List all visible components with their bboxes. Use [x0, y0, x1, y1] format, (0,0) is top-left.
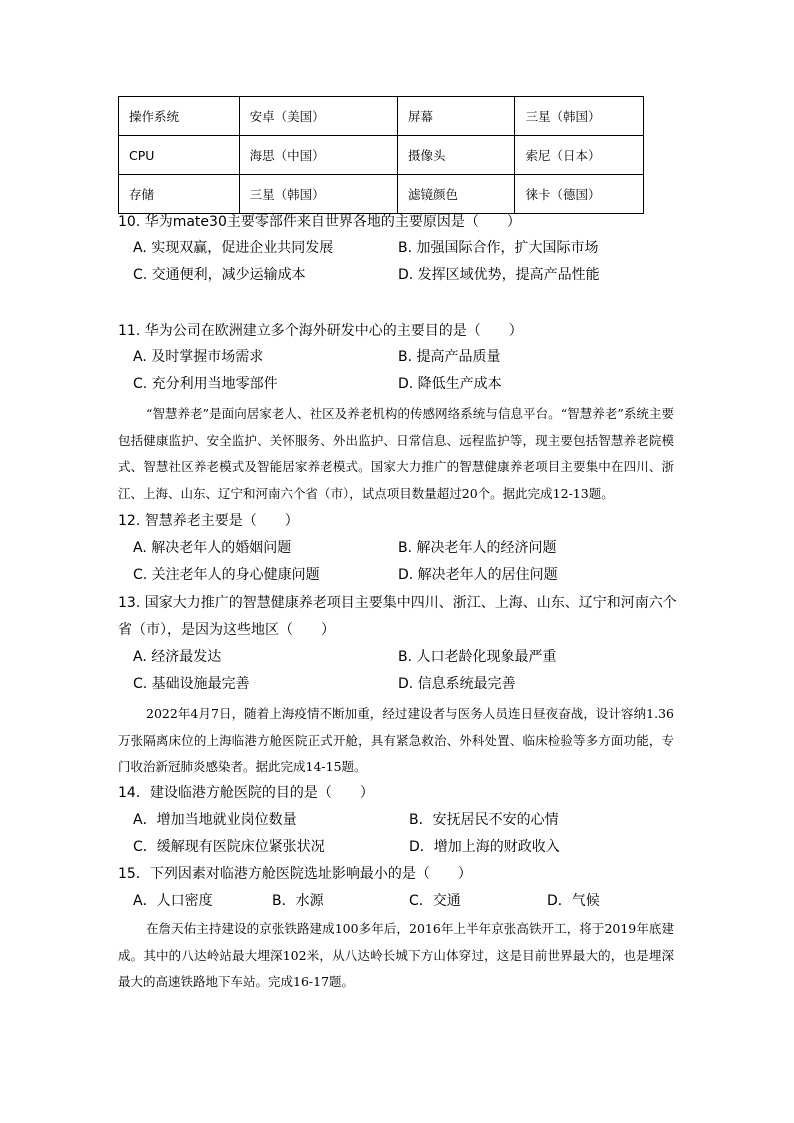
question-13-option-b[interactable]: B. 人口老龄化现象最严重	[398, 649, 557, 665]
table-cell: 三星（韩国）	[239, 175, 397, 214]
question-11-option-d[interactable]: D. 降低生产成本	[398, 376, 502, 392]
question-13-option-c[interactable]: C. 基础设施最完善	[133, 676, 250, 692]
passage-smart-elderly-care	[118, 401, 674, 507]
table-row	[119, 175, 644, 214]
table-cell: 操作系统	[119, 97, 240, 136]
question-11-option-c[interactable]: C. 充分利用当地零部件	[133, 376, 278, 392]
question-13-option-d[interactable]: D. 信息系统最完善	[398, 676, 516, 692]
question-14-option-d[interactable]: D．增加上海的财政收入	[409, 839, 560, 855]
table-cell: 摄像头	[397, 136, 515, 175]
question-11-stem: 11. 华为公司在欧洲建立多个海外研发中心的主要目的是（ ）	[118, 323, 523, 339]
table-cell: 存储	[119, 175, 240, 214]
table-cell: 徕卡（德国）	[515, 175, 644, 214]
question-15-stem: 15．下列因素对临港方舱医院选址影响最小的是（ ）	[118, 866, 472, 882]
table-cell: 海思（中国）	[239, 136, 397, 175]
passage-text: 在詹天佑主持建设的京张铁路建成100多年后，2016年上半年京张高铁开工，将于2019年底建成。其中的八达岭站最大埋深102米，从八达岭长城下方山体穿过，这是目前世界最大的，也是埋深最大的高速铁路地下车站。完成16-17题。	[118, 921, 674, 989]
parts-origin-table	[118, 96, 644, 214]
question-10-option-a[interactable]: A. 实现双赢，促进企业共同发展	[133, 240, 334, 256]
passage-text: “智慧养老”是面向居家老人、社区及养老机构的传感网络系统与信息平台。“智慧养老”系统主要包括健康监护、安全监护、关怀服务、外出监护、日常信息、远程监护等，现主要包括智慧养老院模式、智慧社区养老模式及智能居家养老模式。国家大力推广的智慧健康养老项目主要集中在四川、浙江、上海、山东、辽宁和河南六个省（市），试点项目数量超过20个。据此完成12-13题。	[118, 406, 674, 501]
question-14-stem: 14．建设临港方舱医院的目的是（ ）	[118, 785, 374, 801]
table-row	[119, 97, 644, 136]
question-12-option-b[interactable]: B. 解决老年人的经济问题	[398, 540, 557, 556]
table-cell: 屏幕	[397, 97, 515, 136]
table-cell: 三星（韩国）	[515, 97, 644, 136]
question-15-option-a[interactable]: A．人口密度	[133, 893, 213, 909]
table-cell: 滤镜颜色	[397, 175, 515, 214]
passage-text: 2022年4月7日，随着上海疫情不断加重，经过建设者与医务人员连日昼夜奋战，设计容纳1.36万张隔离床位的上海临港方舱医院正式开舱，具有紧急救治、外科处置、临床检验等多方面功能，专门收治新冠肺炎感染者。据此完成14-15题。	[118, 706, 674, 774]
question-12-option-d[interactable]: D. 解决老年人的居住问题	[398, 567, 558, 583]
question-13-stem-line2: 省（市），是因为这些地区（ ）	[118, 622, 335, 638]
table-cell: 安卓（美国）	[239, 97, 397, 136]
question-10-option-b[interactable]: B. 加强国际合作，扩大国际市场	[398, 240, 599, 256]
question-11-option-a[interactable]: A. 及时掌握市场需求	[133, 349, 264, 365]
question-14-option-b[interactable]: B．安抚居民不安的心情	[409, 812, 559, 828]
question-13-option-a[interactable]: A. 经济最发达	[133, 649, 222, 665]
question-15-option-b[interactable]: B．水源	[272, 893, 324, 909]
question-14-option-c[interactable]: C．缓解现有医院床位紧张状况	[133, 839, 325, 855]
question-10-stem: 10. 华为mate30主要零部件来自世界各地的主要原因是（ ）	[118, 214, 521, 230]
question-12-option-c[interactable]: C. 关注老年人的身心健康问题	[133, 567, 320, 583]
question-13-stem-line1: 13. 国家大力推广的智慧健康养老项目主要集中四川、浙江、上海、山东、辽宁和河南六个	[118, 595, 677, 611]
table-row	[119, 136, 644, 175]
question-10-option-c[interactable]: C. 交通便利，减少运输成本	[133, 267, 306, 283]
passage-jingzhang-railway	[118, 916, 674, 996]
passage-lingang-hospital	[118, 701, 674, 781]
question-14-option-a[interactable]: A．增加当地就业岗位数量	[133, 812, 297, 828]
question-15-option-c[interactable]: C．交通	[409, 893, 461, 909]
table-cell: 索尼（日本）	[515, 136, 644, 175]
table-cell: CPU	[119, 136, 240, 175]
question-12-option-a[interactable]: A. 解决老年人的婚姻问题	[133, 540, 292, 556]
question-15-option-d[interactable]: D．气候	[547, 893, 600, 909]
question-10-option-d[interactable]: D. 发挥区域优势，提高产品性能	[398, 267, 600, 283]
question-12-stem: 12. 智慧养老主要是（ ）	[118, 513, 299, 529]
question-11-option-b[interactable]: B. 提高产品质量	[398, 349, 501, 365]
